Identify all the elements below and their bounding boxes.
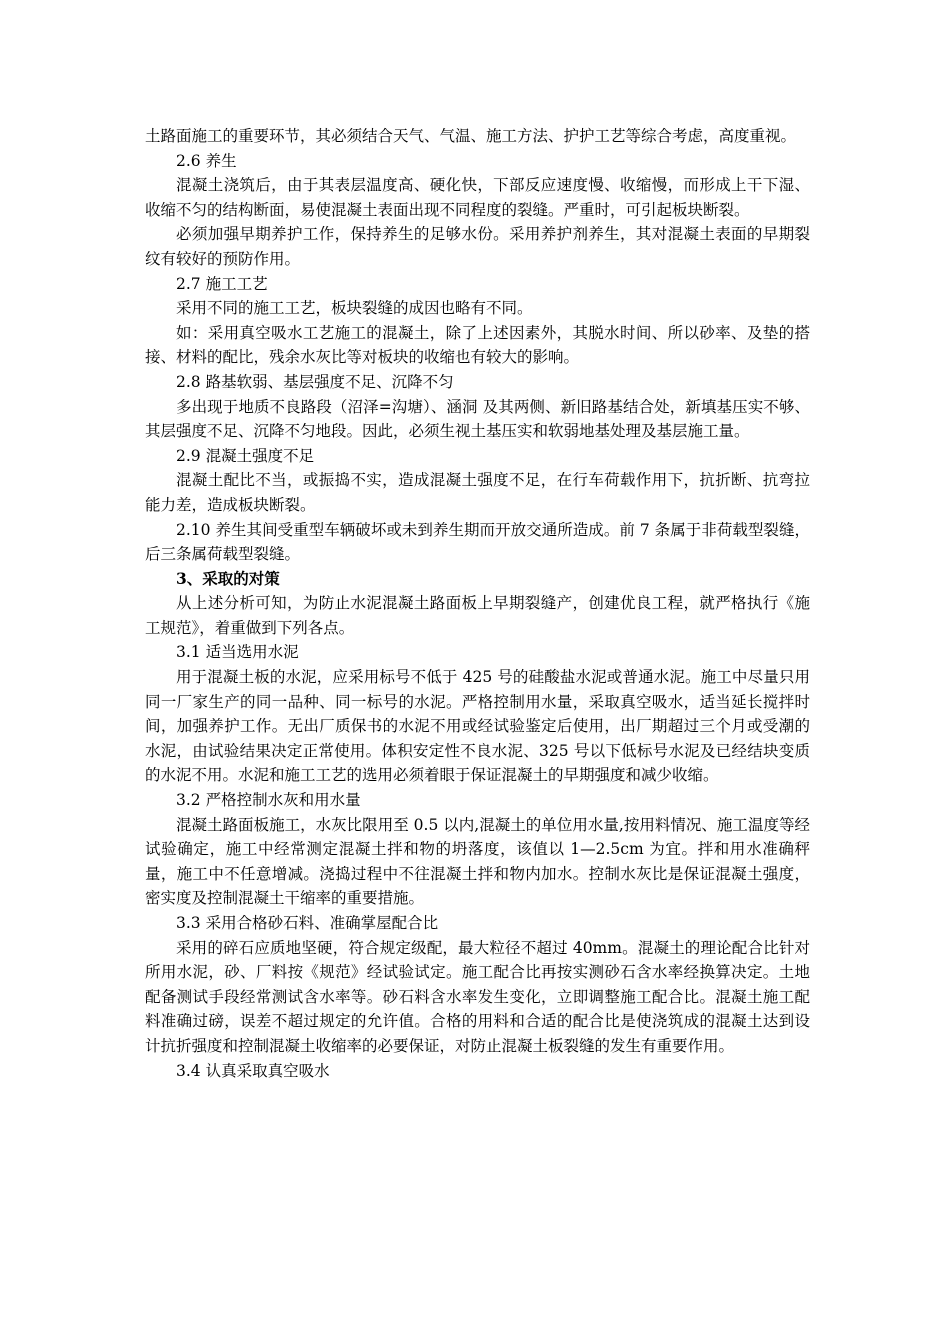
paragraph: 采用的碎石应质地坚硬，符合规定级配，最大粒径不超过 40mm。混凝土的理论配合比针对所用水泥，砂、厂料按《规范》经试验试定。施工配合比再按实测砂石含水率经换算决定。土地配备测试手段经常测试含水率等。砂石料含水率发生变化，立即调整施工配合比。混凝土施工配料准确过磅，误差不超过规定的允许值。合格的用料和合适的配合比是使浇筑成的混凝土达到设计抗折强度和控制混凝土收缩率的必要保证，对防止混凝土板裂缝的发生有重要作用。 xyxy=(145,938,810,1055)
paragraph: 土路面施工的重要环节，其必须结合天气、气温、施工方法、护护工艺等综合考虑，高度重视。 xyxy=(145,127,797,145)
paragraph: 2.8 路基软弱、基层强度不足、沉降不匀 xyxy=(176,372,454,391)
paragraph: 混凝土浇筑后，由于其表层温度高、硬化快，下部反应速度慢、收缩慢，而形成上干下湿、收缩不匀的结构断面，易使混凝土表面出现不同程度的裂缝。严重时，可引起板块断裂。 xyxy=(145,176,810,219)
paragraph: 2.6 养生 xyxy=(176,151,237,170)
document-body xyxy=(145,124,810,1083)
paragraph: 混凝土路面板施工，水灰比限用至 0.5 以内,混凝土的单位用水量,按用料情况、施工温度等经试验确定，施工中经常测定混凝土拌和物的坍落度，该值以 1—2.5cm 为宜。拌和用水准确秤量，施工中不任意增减。浇捣过程中不往混凝土拌和物内加水。控制水灰比是保证混凝土强度，密实度及控制混凝土干缩率的重要措施。 xyxy=(145,815,810,908)
paragraph: 2.7 施工工艺 xyxy=(176,274,268,293)
paragraph: 3.1 适当选用水泥 xyxy=(176,643,299,662)
paragraph: 如：采用真空吸水工艺施工的混凝土，除了上述因素外，其脱水时间、所以砂率、及垫的搭接、材料的配比，残余水灰比等对板块的收缩也有较大的影响。 xyxy=(145,323,810,367)
paragraph: 2.9 混凝土强度不足 xyxy=(176,446,315,465)
paragraph: 3.2 严格控制水灰和用水量 xyxy=(176,791,361,810)
paragraph: 用于混凝土板的水泥，应采用标号不低于 425 号的硅酸盐水泥或普通水泥。施工中尽量只用同一厂家生产的同一品种、同一标号的水泥。严格控制用水量，采取真空吸水，适当延长搅拌时间，加强养护工作。无出厂质保书的水泥不用或经试验鉴定后使用，出厂期超过三个月或受潮的水泥，由试验结果决定正常使用。体积安定性不良水泥、325 号以下低标号水泥及已经结块变质的水泥不用。水泥和施工工艺的选用必须着眼于保证混凝土的早期强度和减少收缩。 xyxy=(145,668,810,785)
paragraph: 从上述分析可知，为防止水泥混凝土路面板上早期裂缝产，创建优良工程，就严格执行《施工规范》，着重做到下列各点。 xyxy=(145,594,810,637)
paragraph: 必须加强早期养护工作，保持养生的足够水份。采用养护剂养生，其对混凝土表面的早期裂纹有较好的预防作用。 xyxy=(145,225,810,268)
paragraph: 3.4 认真采取真空吸水 xyxy=(176,1061,330,1080)
paragraph: 多出现于地质不良路段（沼泽=沟塘）、涵洞 及其两侧、新旧路基结合处，新填基压实不够、其层强度不足、沉降不匀地段。因此，必须生视土基压实和软弱地基处理及基层施工量。 xyxy=(145,397,810,441)
paragraph: 混凝土配比不当，或振捣不实，造成混凝土强度不足，在行车荷载作用下，抗折断、抗弯拉能力差，造成板块断裂。 xyxy=(145,471,810,514)
paragraph: 2.10 养生其间受重型车辆破坏或未到养生期而开放交通所造成。前 7 条属于非荷载型裂缝，后三条属荷载型裂缝。 xyxy=(145,520,810,564)
paragraph: 采用不同的施工工艺，板块裂缝的成因也略有不同。 xyxy=(176,299,533,318)
section-heading: 3、采取的对策 xyxy=(176,568,280,588)
paragraph: 3.3 采用合格砂石料、准确掌屋配合比 xyxy=(176,914,439,932)
